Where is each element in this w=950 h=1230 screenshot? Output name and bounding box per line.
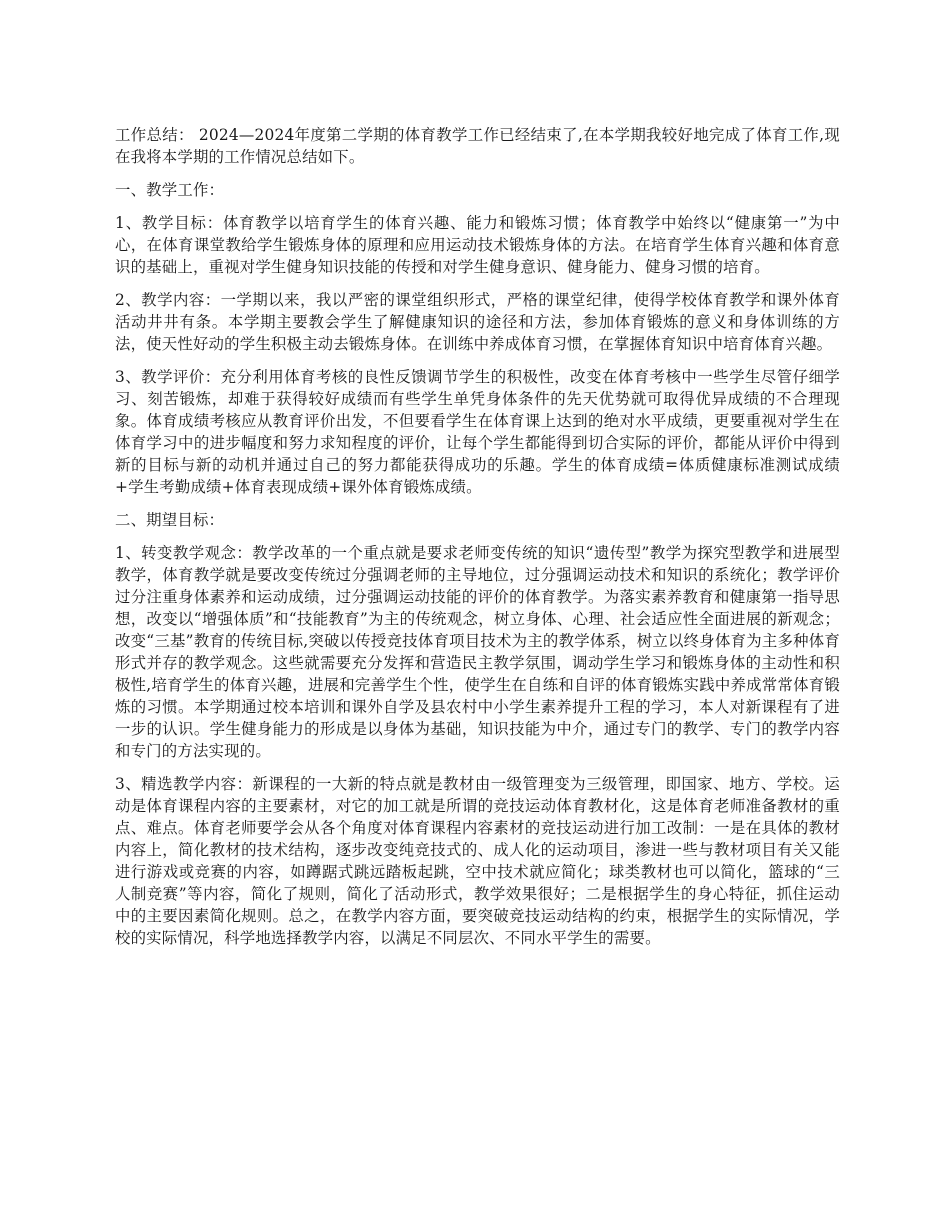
document-body (115, 124, 840, 960)
paragraph-change-teaching-concept: 1、转变教学观念：教学改革的一个重点就是要求老师变传统的知识“遗传型”教学为探究型教学和进展型教学，体育教学就是要改变传统过分强调老师的主导地位，过分强调运动技术和知识的系统化；教学评价过分注重身体素养和运动成绩，过分强调运动技能的评价的体育教学。为落实素养教育和健康第一指导思想，改变以“增强体质”和“技能教育”为主的传统观念，树立身体、心理、社会适应性全面进展的新观念；改变“三基”教育的传统目标,突破以传授竞技体育项目技术为主的教学体系，树立以终身体育为主多种体育形式并存的教学观念。这些就需要充分发挥和营造民主教学氛围，调动学生学习和锻炼身体的主动性和积极性,培育学生的体育兴趣，进展和完善学生个性，使学生在自练和自评的体育锻炼实践中养成常常体育锻炼的习惯。本学期通过校本培训和课外自学及县农村中小学生素养提升工程的学习，本人对新课程有了进一步的认识。学生健身能力的形成是以身体为基础，知识技能为中介，通过专门的教学、专门的教学内容和专门的方法实现的。 (115, 544, 840, 760)
intro-paragraph: 工作总结： 2024—2024年度第二学期的体育教学工作已经结束了,在本学期我较好地完成了体育工作,现在我将本学期的工作情况总结如下。 (115, 126, 840, 166)
paragraph-teaching-evaluation: 3、教学评价：充分利用体育考核的良性反馈调节学生的积极性，改变在体育考核中一些学生尽管仔细学习、刻苦锻炼，却难于获得较好成绩而有些学生单凭身体条件的先天优势就可取得优异成绩的不合理现象。体育成绩考核应从教育评价出发，不但要看学生在体育课上达到的绝对水平成绩，更要重视对学生在体育学习中的进步幅度和努力求知程度的评价，让每个学生都能得到切合实际的评价，都能从评价中得到新的目标与新的动机并通过自己的努力都能获得成功的乐趣。学生的体育成绩=体质健康标准测试成绩+学生考勤成绩+体育表现成绩+课外体育锻炼成绩。 (115, 368, 840, 496)
paragraph-select-teaching-content: 3、精选教学内容：新课程的一大新的特点就是教材由一级管理变为三级管理，即国家、地方、学校。运动是体育课程内容的主要素材，对它的加工就是所谓的竞技运动体育教材化，这是体育老师准备教材的重点、难点。体育老师要学会从各个角度对体育课程内容素材的竞技运动进行加工改制：一是在具体的教材内容上，简化教材的技术结构，逐步改变纯竞技式的、成人化的运动项目，渗进一些与教材项目有关又能进行游戏或竞赛的内容，如蹲踞式跳远踏板起跳，空中技术就应简化；球类教材也可以简化，篮球的“三人制竞赛”等内容，简化了规则，简化了活动形式，教学效果很好；二是根据学生的身心特征，抓住运动中的主要因素简化规则。总之，在教学内容方面，要突破竞技运动结构的约束，根据学生的实际情况，学校的实际情况，科学地选择教学内容，以满足不同层次、不同水平学生的需要。 (115, 775, 840, 947)
paragraph-teaching-content: 2、教学内容：一学期以来，我以严密的课堂组织形式，严格的课堂纪律，使得学校体育教学和课外体育活动井井有条。本学期主要教会学生了解健康知识的途径和方法，参加体育锻炼的意义和身体训练的方法，使天性好动的学生积极主动去锻炼身体。在训练中养成体育习惯，在掌握体育知识中培育体育兴趣。 (115, 291, 840, 353)
section-heading-teaching-work: 一、教学工作： (115, 181, 225, 199)
paragraph-teaching-goals: 1、教学目标：体育教学以培育学生的体育兴趣、能力和锻炼习惯；体育教学中始终以“健康第一”为中心，在体育课堂教给学生锻炼身体的原理和应用运动技术锻炼身体的方法。在培育学生体育兴趣和体育意识的基础上，重视对学生健身知识技能的传授和对学生健身意识、健身能力、健身习惯的培育。 (115, 214, 840, 276)
section-heading-expected-goals: 二、期望目标： (115, 511, 225, 529)
